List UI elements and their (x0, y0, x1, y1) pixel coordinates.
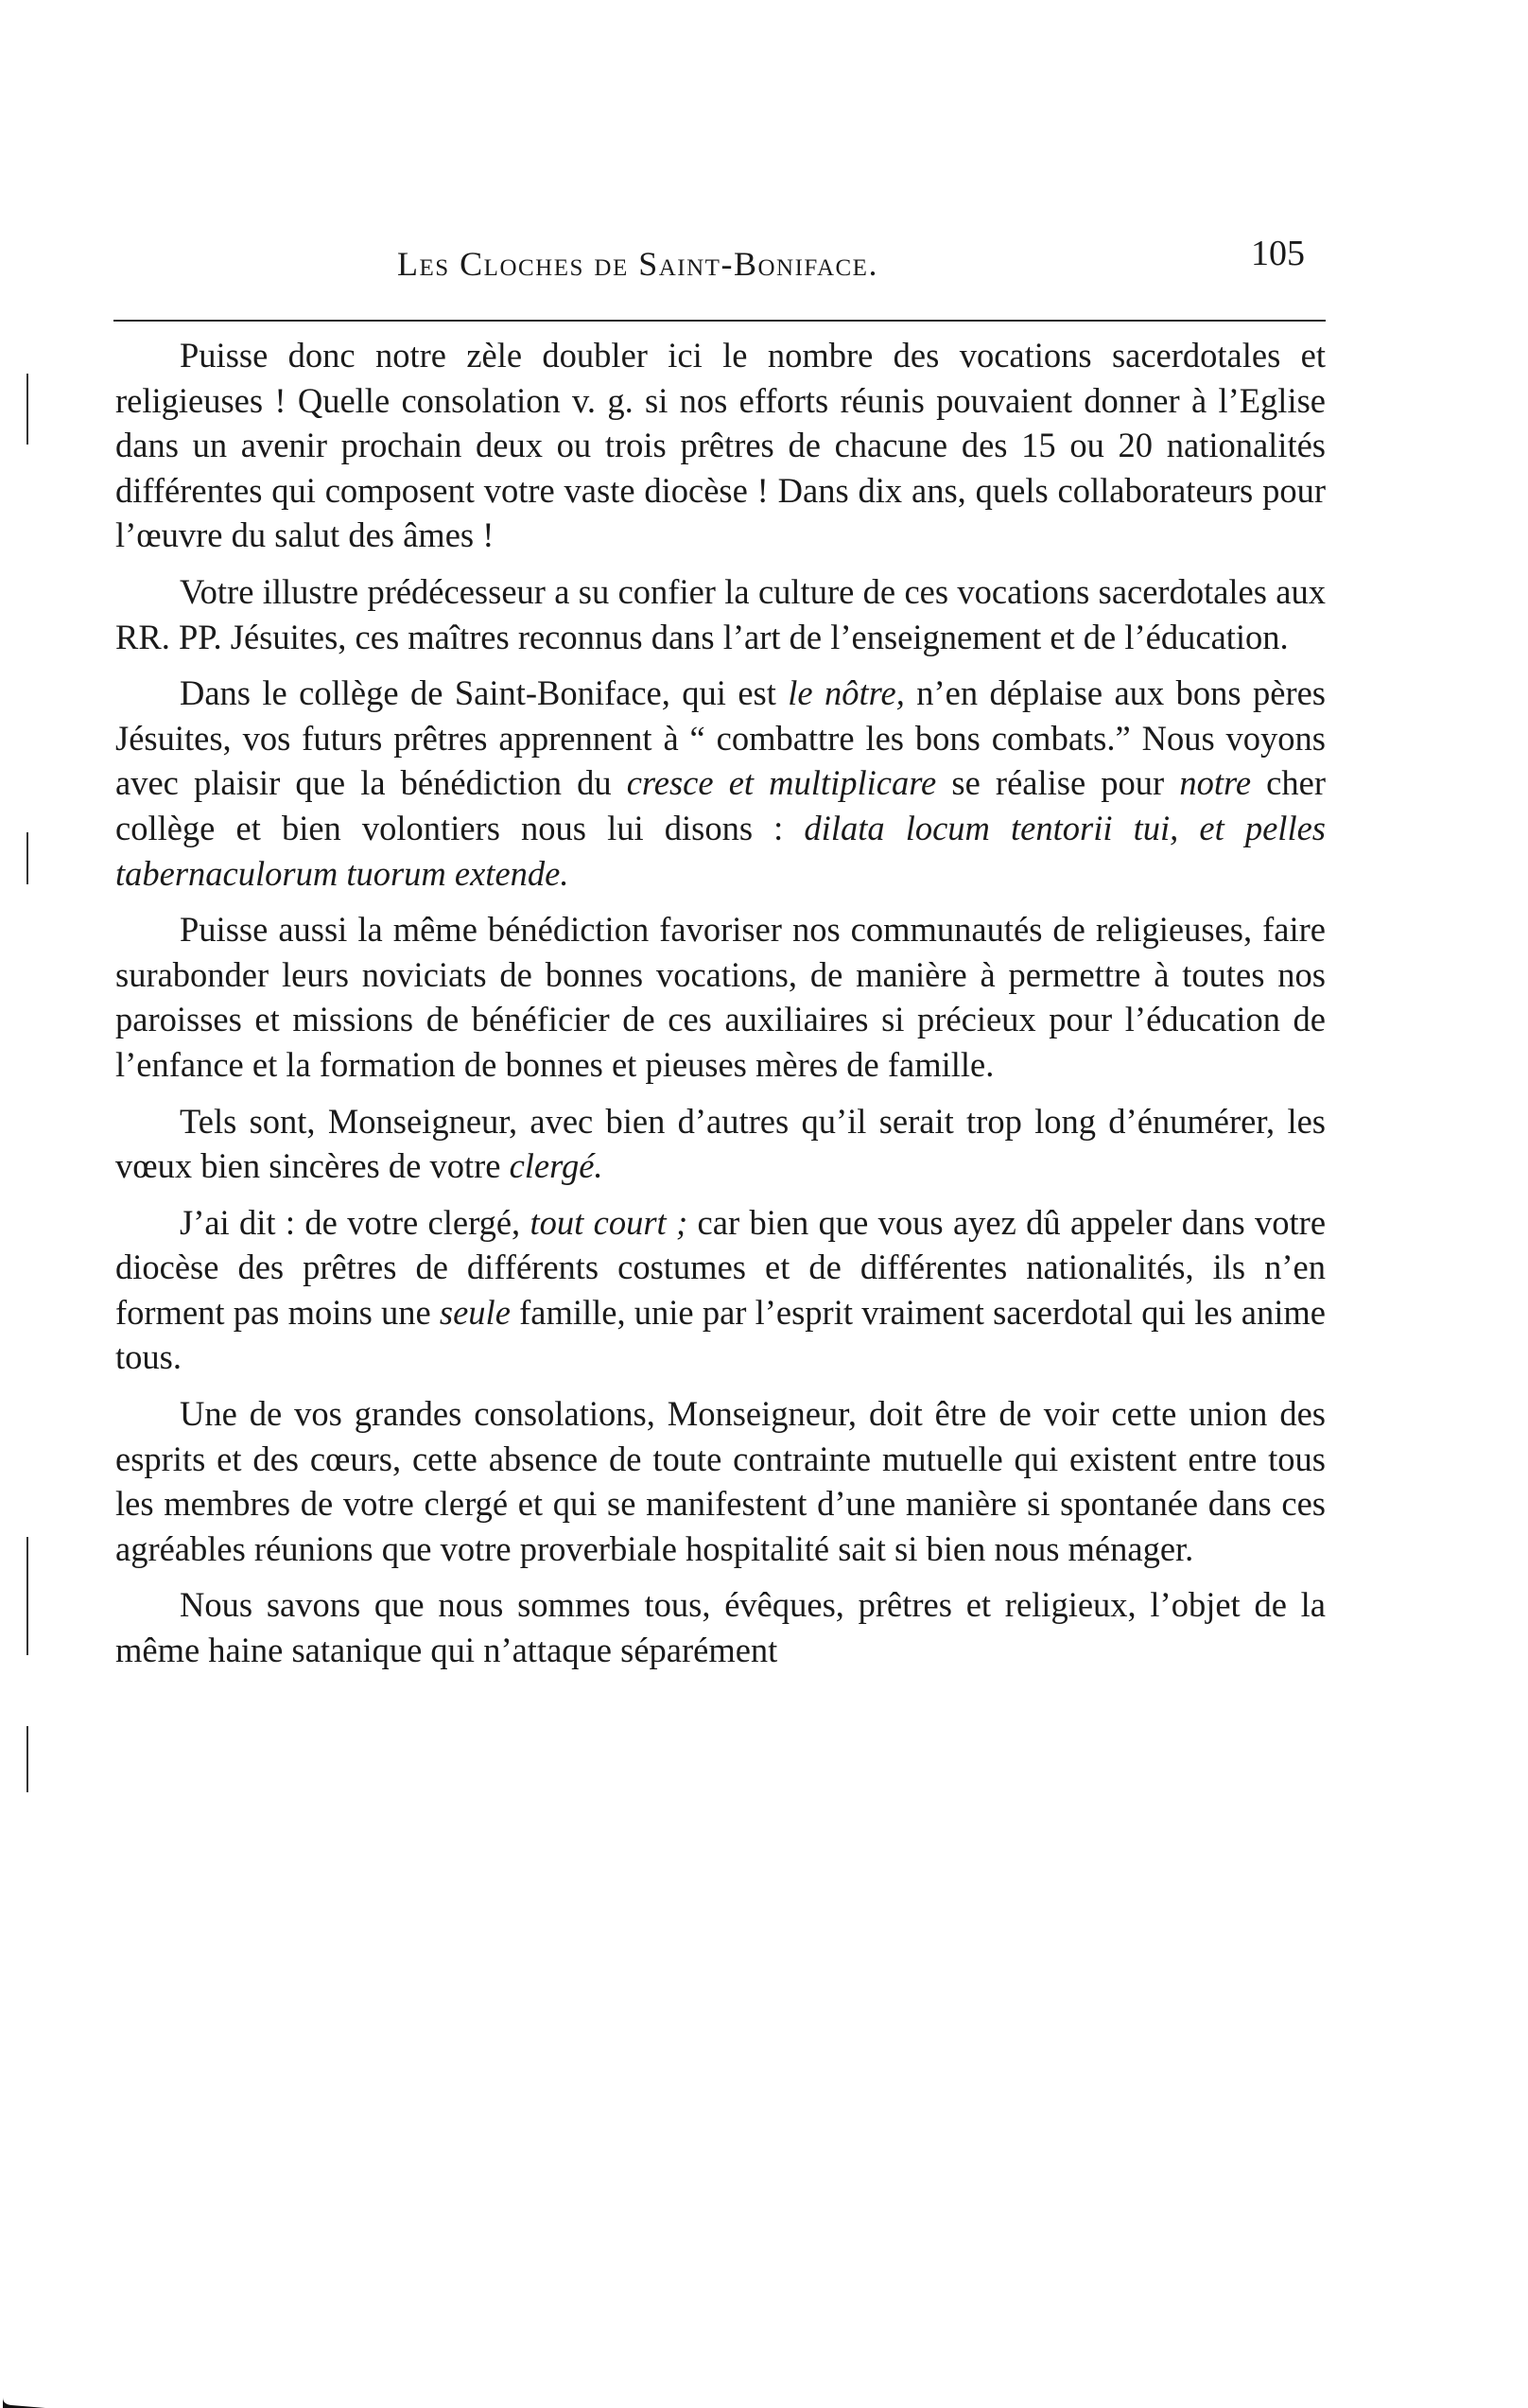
paragraph-5-text-1: Tels sont, Monseigneur, avec bien d’autres qu’il serait trop long d’énumérer, les vœux bien sincères de votre (115, 1101, 1326, 1186)
margin-mark-2 (26, 832, 28, 884)
paragraph-3 (115, 671, 1326, 896)
page-header (113, 233, 1324, 289)
paragraph-8: Nous savons que nous sommes tous, évêques, prêtres et religieux, l’objet de la même haine satanique qui n’attaque séparément (115, 1585, 1326, 1670)
paragraph-1: Puisse donc notre zèle doubler ici le nombre des vocations sacerdotales et religieuses ! Quelle consolation v. g. si nos efforts réunis pouvaient donner à l’Eglise dans un avenir prochain deux ou trois prêtres de chacune des 15 ou 20 nationalités différentes qui composent votre vaste diocèse ! Dans dix ans, quels collaborateurs pour l’œuvre du salut des âmes ! (115, 336, 1326, 555)
margin-mark-3 (26, 1537, 28, 1655)
header-rule (113, 320, 1326, 322)
paragraph-3-text-4: cher collège et bien volontiers nous lui disons : (115, 763, 1326, 847)
paragraph-3-text-2: n’en déplaise aux bons pères Jésuites, vos futurs prêtres apprennent à “ combattre les bons combats.” Nous voyons avec plaisir que la bénédiction du (115, 673, 1326, 803)
paragraph-6-italic-1: tout court ; (530, 1202, 688, 1242)
running-title: Les Cloches de Saint-Boniface. (397, 245, 878, 283)
margin-mark-4 (26, 1726, 28, 1792)
paragraph-3-text-3: se réalise pour (936, 763, 1180, 803)
paragraph-3-italic-1: le nôtre, (788, 673, 905, 713)
paragraph-6 (115, 1200, 1326, 1380)
paragraph-4: Puisse aussi la même bénédiction favoriser nos communautés de religieuses, faire surabonder leurs noviciats de bonnes vocations, de manière à permettre à toutes nos paroisses et missions de bénéficier de ces auxiliaires si précieux pour l’éducation de l’enfance et la formation de bonnes et pieuses mères de famille. (115, 910, 1326, 1084)
paragraph-6-text-1: J’ai dit : de votre clergé, (180, 1202, 530, 1242)
paragraph-6-text-2: car bien que vous ayez dû appeler dans votre diocèse des prêtres de différents costumes et de différentes nationalités, ils n’en forment pas moins une (115, 1202, 1327, 1332)
body-text (115, 333, 1326, 1684)
margin-mark-1 (26, 374, 28, 445)
paragraph-3-italic-4: dilata locum tentorii tui, et pelles tabernaculorum tuorum extende. (115, 808, 1326, 893)
paragraph-5-italic-1: clergé. (509, 1146, 603, 1186)
paragraph-6-text-3: famille, unie par l’esprit vraiment sacerdotal qui les anime tous. (115, 1292, 1326, 1377)
paragraph-3-text-1: Dans le collège de Saint-Boniface, qui est (180, 673, 789, 713)
paragraph-7: Une de vos grandes consolations, Monseigneur, doit être de voir cette union des esprits et des cœurs, cette absence de toute contrainte mutuelle qui existent entre tous les membres de votre clergé et qui se manifestent d’une manière si spontanée dans ces agréables réunions que votre proverbiale hospitalité sait si bien nous ménager. (115, 1394, 1326, 1568)
corner-scan-mark (0, 2308, 47, 2408)
paragraph-6-italic-2: seule (439, 1292, 511, 1332)
page-number: 105 (1251, 234, 1305, 273)
paragraph-3-italic-3: notre (1179, 763, 1252, 803)
paragraph-2: Votre illustre prédécesseur a su confier la culture de ces vocations sacerdotales aux RR. PP. Jésuites, ces maîtres reconnus dans l’art de l’enseignement et de l’éducation. (115, 571, 1326, 656)
paragraph-5 (115, 1099, 1326, 1189)
paragraph-3-italic-2: cresce et multiplicare (626, 763, 937, 803)
